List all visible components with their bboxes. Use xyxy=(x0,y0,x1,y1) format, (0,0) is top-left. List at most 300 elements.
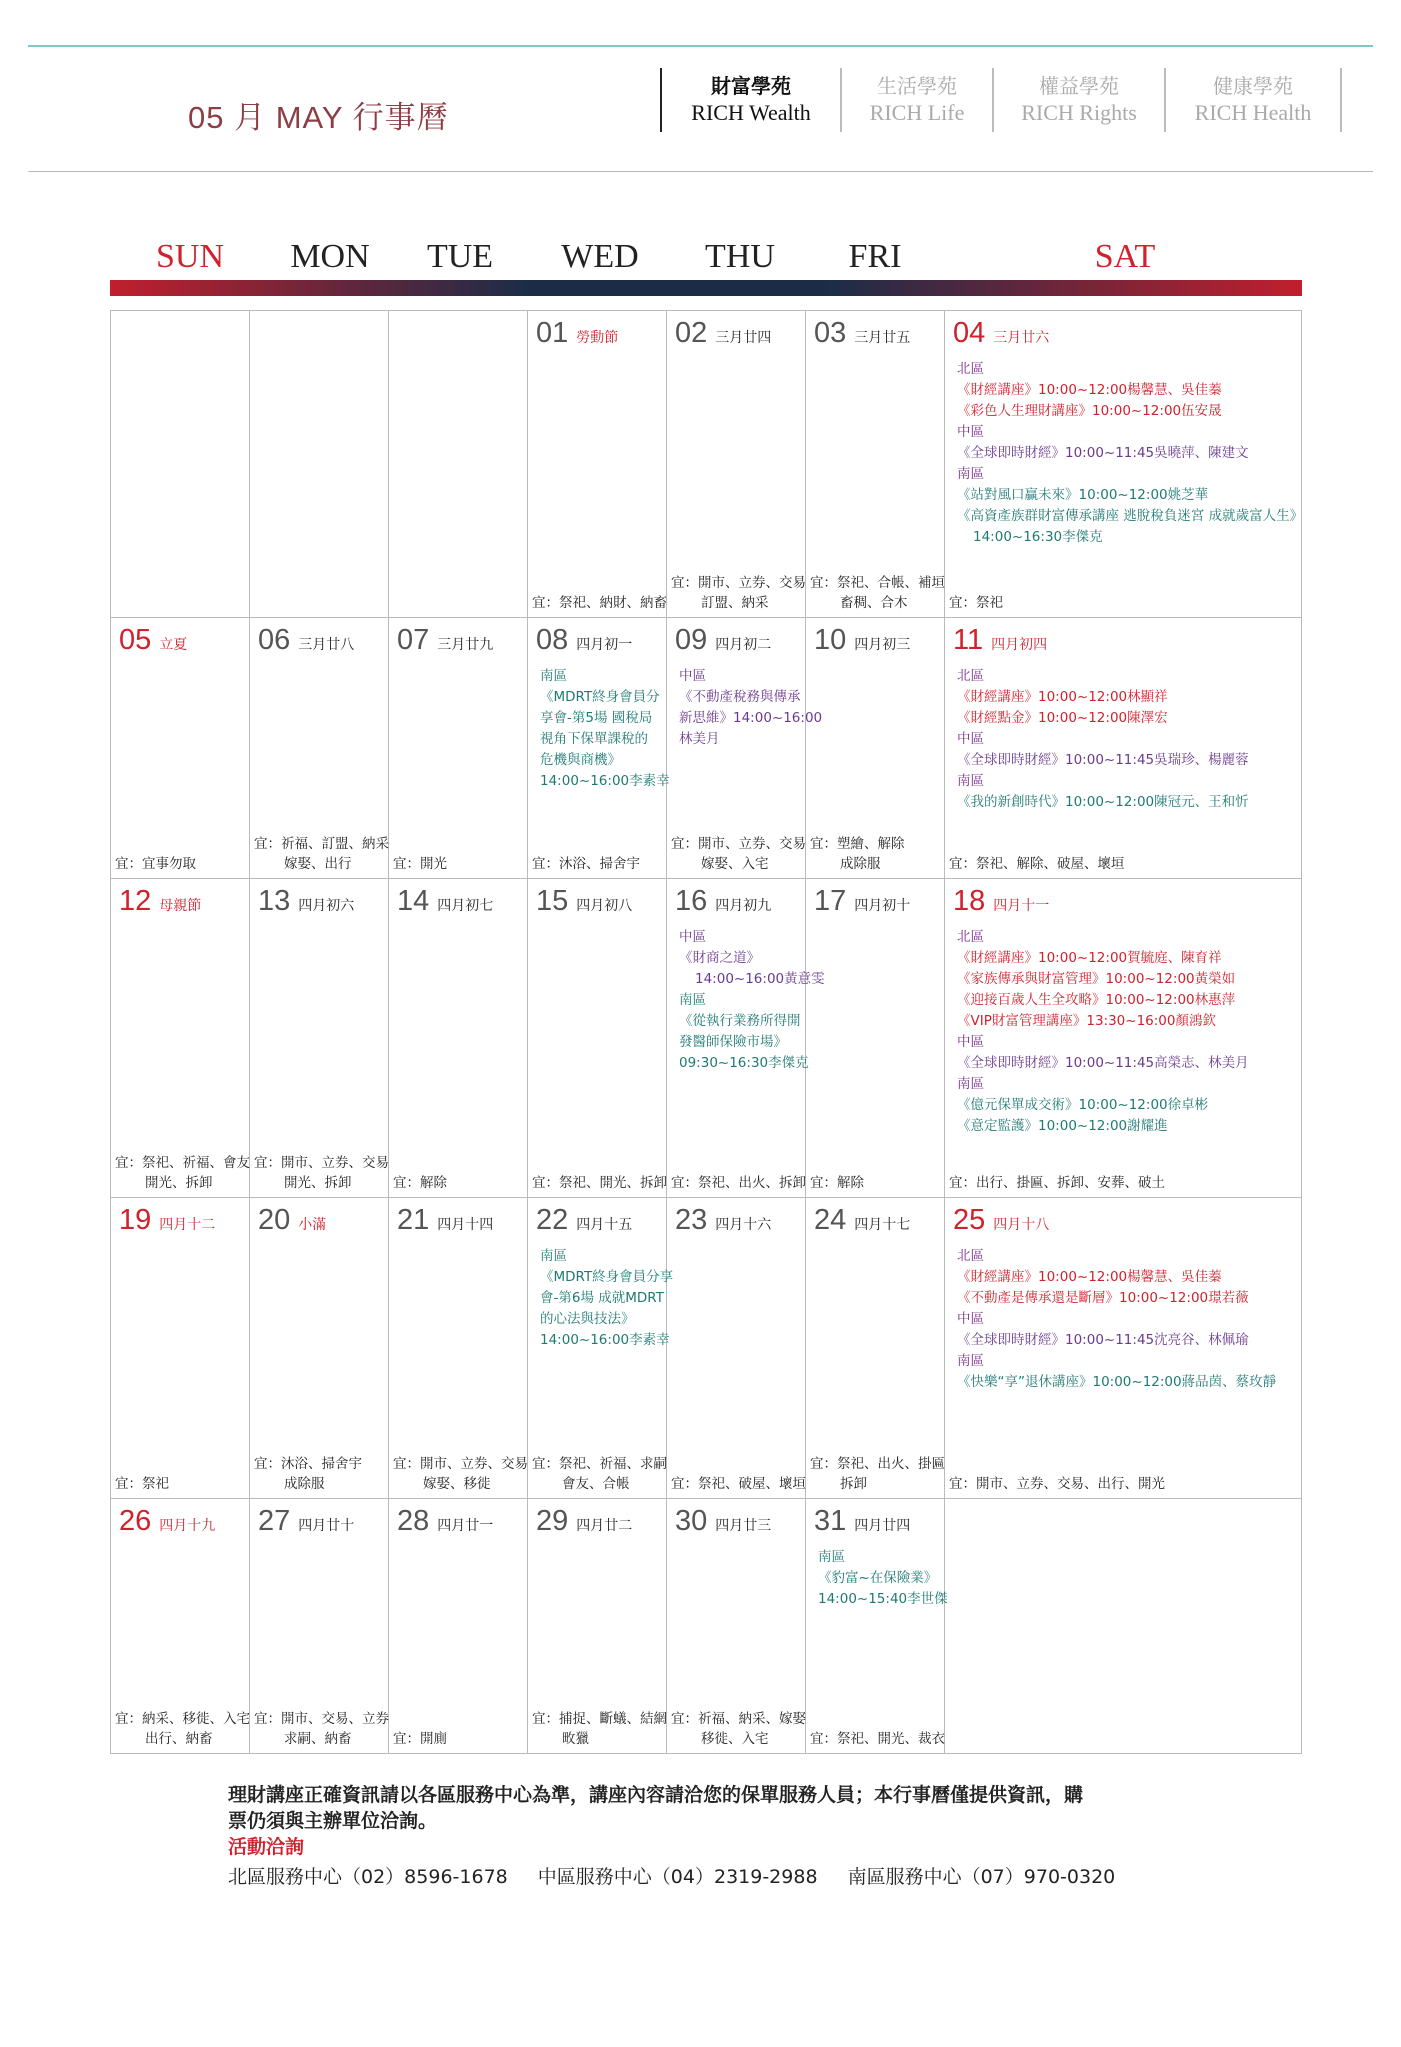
weekday-sun: SUN xyxy=(155,238,225,275)
day-cell[interactable] xyxy=(111,1499,250,1753)
lunar-date: 四月初七 xyxy=(437,898,494,914)
event-region-label: 北區 xyxy=(957,361,984,377)
almanac-line: 宜：祭祀、開光、裁衣 xyxy=(810,1731,945,1747)
calendar-week-row xyxy=(111,879,1301,1198)
day-number: 03 xyxy=(814,317,847,349)
almanac-line: 開光、拆卸 xyxy=(284,1175,352,1191)
empty-day-cell xyxy=(945,1499,1301,1753)
day-header xyxy=(536,1204,632,1237)
calendar-grid xyxy=(110,310,1302,1754)
event-item[interactable]: 南區 xyxy=(818,1549,845,1565)
event-item[interactable]: 《快樂“享”退休講座》10:00~12:00蔣品茵、蔡玫靜 xyxy=(957,1374,1277,1390)
almanac-yi xyxy=(115,1153,250,1193)
event-item[interactable]: 新思維》14:00~16:00 xyxy=(679,710,823,726)
almanac-line: 嫁娶、移徙 xyxy=(423,1476,491,1492)
tab-rich-life[interactable] xyxy=(840,68,992,132)
event-list xyxy=(540,666,670,792)
day-header xyxy=(397,624,493,657)
lunar-date: 四月十九 xyxy=(159,1518,216,1534)
event-item[interactable]: 14:00~16:00李素幸 xyxy=(540,1332,670,1348)
almanac-yi xyxy=(949,1173,1165,1193)
almanac-yi xyxy=(810,1729,945,1749)
day-number: 22 xyxy=(536,1204,569,1236)
day-header xyxy=(814,885,910,918)
almanac-line: 宜：祭祀、祈福、會友 xyxy=(115,1155,250,1171)
day-cell[interactable] xyxy=(528,879,667,1197)
day-header xyxy=(675,317,771,350)
almanac-line: 畋獵 xyxy=(562,1731,589,1747)
lunar-date: 勞動節 xyxy=(576,330,619,346)
day-number: 27 xyxy=(258,1505,291,1537)
almanac-line: 宜：祭祀、合帳、補垣 xyxy=(810,575,945,591)
almanac-line: 宜：開市、立券、交易 xyxy=(671,836,806,852)
almanac-line: 宜：開市、立券、交易 xyxy=(254,1155,389,1171)
day-number: 31 xyxy=(814,1505,847,1537)
day-cell[interactable] xyxy=(389,1198,528,1498)
event-item[interactable]: 《財商之道》 xyxy=(679,950,760,966)
disclaimer-line-1: 理財講座正確資訊請以各區服務中心為準，講座內容請洽您的保單服務人員；本行事曆僅提供資訊，購 xyxy=(228,1784,1084,1806)
almanac-line: 宜：祭祀 xyxy=(949,595,1003,611)
day-header xyxy=(119,624,187,657)
day-header xyxy=(119,1505,215,1538)
almanac-line: 宜：開市、立券、交易 xyxy=(393,1456,528,1472)
day-number: 10 xyxy=(814,624,847,656)
almanac-line: 拆卸 xyxy=(840,1476,867,1492)
day-cell[interactable] xyxy=(389,618,528,878)
event-item[interactable]: 南區 xyxy=(540,1248,567,1264)
lunar-date: 四月十二 xyxy=(159,1217,216,1233)
lunar-date: 四月初二 xyxy=(715,637,772,653)
event-item[interactable]: 《不動產是傳承還是斷層》10:00~12:00璟若薇 xyxy=(957,1290,1249,1306)
event-item[interactable]: 《豹富~在保險業》 xyxy=(818,1570,938,1586)
event-item[interactable]: 《不動產稅務與傳承 xyxy=(679,689,801,705)
day-number: 07 xyxy=(397,624,430,656)
almanac-yi xyxy=(949,593,1003,613)
event-item[interactable]: 《MDRT終身會員分享 xyxy=(540,1269,674,1285)
almanac-line: 宜：捕捉、斷蟻、結網 xyxy=(532,1711,667,1727)
event-item[interactable]: 14:00~16:30李傑克 xyxy=(973,529,1103,545)
almanac-line: 出行、納畜 xyxy=(145,1731,213,1747)
almanac-yi xyxy=(393,1729,447,1749)
weekday-header xyxy=(110,238,1302,282)
event-item[interactable]: 《MDRT終身會員分 xyxy=(540,689,660,705)
event-region-label: 北區 xyxy=(957,929,984,945)
tab-label-en: RICH Rights xyxy=(1021,100,1137,125)
day-cell[interactable] xyxy=(945,879,1301,1197)
day-number: 25 xyxy=(953,1204,986,1236)
event-item[interactable]: 14:00~15:40李世傑 xyxy=(818,1591,948,1607)
day-header xyxy=(675,624,771,657)
event-item[interactable]: 享會-第5場 國稅局 xyxy=(540,710,653,726)
day-number: 24 xyxy=(814,1204,847,1236)
almanac-yi xyxy=(671,1173,806,1193)
day-cell[interactable] xyxy=(250,1198,389,1498)
lunar-date: 四月廿一 xyxy=(437,1518,494,1534)
tab-rich-health[interactable] xyxy=(1164,68,1342,132)
day-number: 15 xyxy=(536,885,569,917)
day-cell[interactable] xyxy=(667,1499,806,1753)
day-cell[interactable] xyxy=(111,1198,250,1498)
tab-label-en: RICH Life xyxy=(869,100,965,125)
event-item[interactable]: 中區 xyxy=(679,668,706,684)
day-cell[interactable] xyxy=(250,1499,389,1753)
calendar-week-row xyxy=(111,1198,1301,1499)
tab-label-en: RICH Wealth xyxy=(691,100,811,125)
tab-label-en: RICH Health xyxy=(1194,100,1312,125)
day-cell[interactable] xyxy=(806,1198,945,1498)
day-number: 01 xyxy=(536,317,569,349)
day-cell[interactable] xyxy=(528,1198,674,1498)
day-number: 11 xyxy=(953,624,984,656)
day-header xyxy=(258,885,354,918)
day-header xyxy=(536,1505,632,1538)
day-cell[interactable] xyxy=(250,879,389,1197)
lunar-date: 四月初一 xyxy=(576,637,633,653)
disclaimer-line-2: 票仍須與主辦單位洽詢。 xyxy=(228,1810,438,1832)
contact-central: 中區服務中心（04）2319-2988 xyxy=(537,1866,818,1888)
event-item[interactable]: 危機與商機》 xyxy=(540,752,621,768)
day-cell[interactable] xyxy=(111,618,250,878)
day-number: 16 xyxy=(675,885,708,917)
event-item[interactable]: 南區 xyxy=(540,668,567,684)
almanac-yi xyxy=(671,834,806,874)
event-item[interactable]: 《全球即時財經》10:00~11:45吳瑞珍、楊麗蓉 xyxy=(957,752,1249,768)
calendar-week-row xyxy=(111,1499,1301,1753)
day-header xyxy=(814,1204,910,1237)
day-header xyxy=(953,317,1049,350)
lunar-date: 四月初六 xyxy=(298,898,355,914)
lunar-date: 三月廿九 xyxy=(437,637,494,653)
event-item[interactable]: 《VIP財富管理講座》13:30~16:00顏鴻欽 xyxy=(957,1013,1216,1029)
day-number: 29 xyxy=(536,1505,569,1537)
day-header xyxy=(953,885,1049,918)
contact-list xyxy=(228,1860,1188,1894)
contact-north: 北區服務中心（02）8596-1678 xyxy=(228,1866,508,1888)
almanac-yi xyxy=(810,1173,864,1193)
weekday-tue: TUE xyxy=(426,238,494,275)
event-region-label: 南區 xyxy=(957,1076,984,1092)
event-region-label: 中區 xyxy=(957,1034,984,1050)
lunar-date: 四月十六 xyxy=(715,1217,772,1233)
day-number: 05 xyxy=(119,624,152,656)
event-item[interactable]: 林美月 xyxy=(679,731,720,747)
lunar-date: 三月廿六 xyxy=(993,330,1050,346)
lunar-date: 母親節 xyxy=(159,898,202,914)
weekday-thu: THU xyxy=(705,238,775,275)
event-item[interactable]: 《意定監護》10:00~12:00謝耀進 xyxy=(957,1118,1168,1134)
day-header xyxy=(536,317,618,350)
almanac-line: 訂盟、納采 xyxy=(701,595,769,611)
almanac-line: 宜：沐浴、掃舍宇 xyxy=(254,1456,362,1472)
day-header xyxy=(397,1505,493,1538)
day-header xyxy=(397,885,493,918)
lunar-date: 三月廿八 xyxy=(298,637,355,653)
almanac-line: 嫁娶、出行 xyxy=(284,856,352,872)
event-region-label: 南區 xyxy=(957,466,984,482)
event-item[interactable]: 《財經講座》10:00~12:00賀毓庭、陳育祥 xyxy=(957,950,1222,966)
day-header xyxy=(675,1204,771,1237)
event-list xyxy=(818,1547,948,1610)
event-item[interactable]: 《從執行業務所得開 xyxy=(679,1013,801,1029)
tab-rich-rights[interactable] xyxy=(992,68,1164,132)
day-number: 18 xyxy=(953,885,986,917)
event-item[interactable]: 《站對風口贏未來》10:00~12:00姚芝華 xyxy=(957,487,1209,503)
almanac-yi xyxy=(810,1454,945,1494)
event-item[interactable]: 14:00~16:00黃意雯 xyxy=(695,971,825,987)
event-item[interactable]: 《我的新創時代》10:00~12:00陳冠元、王和忻 xyxy=(957,794,1249,810)
day-number: 02 xyxy=(675,317,708,349)
lunar-date: 四月十五 xyxy=(576,1217,633,1233)
weekday-gradient-bar xyxy=(110,280,1302,296)
empty-day-cell xyxy=(389,311,528,617)
lunar-date: 四月初四 xyxy=(991,637,1048,653)
day-header xyxy=(258,1204,326,1237)
tab-label-zh: 生活學苑 xyxy=(877,74,957,98)
almanac-line: 宜：祭祀、破屋、壞垣 xyxy=(671,1476,806,1492)
day-cell[interactable] xyxy=(389,879,528,1197)
tab-rich-wealth[interactable] xyxy=(660,68,840,132)
event-item[interactable]: 中區 xyxy=(679,929,706,945)
event-item[interactable]: 發醫師保險市場》 xyxy=(679,1034,787,1050)
day-cell[interactable] xyxy=(806,618,945,878)
almanac-yi xyxy=(949,1474,1165,1494)
almanac-yi xyxy=(810,834,905,874)
lunar-date: 三月廿四 xyxy=(715,330,772,346)
lunar-date: 四月廿二 xyxy=(576,1518,633,1534)
day-header xyxy=(119,885,201,918)
day-number: 20 xyxy=(258,1204,291,1236)
event-item[interactable]: 《全球即時財經》10:00~11:45吳曉萍、陳建文 xyxy=(957,445,1249,461)
event-item[interactable]: 《財經點金》10:00~12:00陳澤宏 xyxy=(957,710,1168,726)
day-header xyxy=(814,1505,910,1538)
almanac-line: 宜：解除 xyxy=(810,1175,864,1191)
day-number: 12 xyxy=(119,885,152,917)
almanac-line: 成除服 xyxy=(840,856,881,872)
lunar-date: 四月初八 xyxy=(576,898,633,914)
almanac-line: 宜：祭祀、出火、拆卸 xyxy=(671,1175,806,1191)
lunar-date: 四月十八 xyxy=(993,1217,1050,1233)
day-cell[interactable] xyxy=(806,311,945,617)
section-tabs xyxy=(660,68,1342,132)
almanac-line: 宜：祭祀 xyxy=(115,1476,169,1492)
almanac-yi xyxy=(532,1173,667,1193)
day-header xyxy=(953,624,1047,657)
day-number: 13 xyxy=(258,885,291,917)
event-item[interactable]: 《財經講座》10:00~12:00楊馨慧、吳佳蓁 xyxy=(957,382,1222,398)
almanac-line: 求嗣、納畜 xyxy=(284,1731,352,1747)
event-region-label: 中區 xyxy=(957,424,984,440)
day-cell[interactable] xyxy=(806,1499,948,1753)
day-header xyxy=(814,624,910,657)
almanac-line: 宜：宜事勿取 xyxy=(115,856,196,872)
day-header xyxy=(397,1204,493,1237)
weekday-sat: SAT xyxy=(1094,238,1156,275)
lunar-date: 四月初九 xyxy=(715,898,772,914)
event-list xyxy=(679,927,825,1074)
event-list xyxy=(957,666,1249,813)
event-list xyxy=(540,1246,673,1351)
almanac-line: 宜：祭祀、開光、拆卸 xyxy=(532,1175,667,1191)
day-cell[interactable] xyxy=(945,1198,1301,1498)
almanac-line: 嫁娶、入宅 xyxy=(701,856,769,872)
almanac-line: 宜：沐浴、掃舍宇 xyxy=(532,856,640,872)
event-item[interactable]: 《家族傳承與財富管理》10:00~12:00黃榮如 xyxy=(957,971,1236,987)
lunar-date: 四月廿三 xyxy=(715,1518,772,1534)
event-item[interactable]: 《高資產族群財富傳承講座 逃脫稅負迷宮 成就歲富人生》 xyxy=(957,508,1304,524)
almanac-yi xyxy=(532,854,640,874)
almanac-line: 開光、拆卸 xyxy=(145,1175,213,1191)
day-cell[interactable] xyxy=(667,618,823,878)
almanac-yi xyxy=(393,854,447,874)
day-number: 09 xyxy=(675,624,708,656)
day-cell[interactable] xyxy=(528,618,670,878)
event-item[interactable]: 《彩色人生理財講座》10:00~12:00伍安晟 xyxy=(957,403,1222,419)
footer xyxy=(228,1782,1188,1894)
almanac-line: 宜：解除 xyxy=(393,1175,447,1191)
event-region-label: 北區 xyxy=(957,668,984,684)
event-item[interactable]: 《全球即時財經》10:00~11:45高榮志、林美月 xyxy=(957,1055,1249,1071)
event-item[interactable]: 14:00~16:00李素幸 xyxy=(540,773,670,789)
event-item[interactable]: 《億元保單成交術》10:00~12:00徐卓彬 xyxy=(957,1097,1209,1113)
day-number: 14 xyxy=(397,885,430,917)
day-cell[interactable] xyxy=(528,311,667,617)
day-cell[interactable] xyxy=(945,618,1301,878)
day-cell[interactable] xyxy=(111,879,250,1197)
almanac-yi xyxy=(254,1454,362,1494)
almanac-yi xyxy=(254,1709,389,1749)
event-item[interactable]: 視角下保單課稅的 xyxy=(540,731,648,747)
lunar-date: 三月廿五 xyxy=(854,330,911,346)
almanac-line: 宜：祭祀、解除、破屋、壞垣 xyxy=(949,856,1125,872)
day-cell[interactable] xyxy=(389,1499,528,1753)
day-header xyxy=(258,624,354,657)
day-header xyxy=(536,885,632,918)
event-region-label: 南區 xyxy=(957,773,984,789)
almanac-line: 宜：祈福、訂盟、納采 xyxy=(254,836,389,852)
day-header xyxy=(258,1505,354,1538)
lunar-date: 立夏 xyxy=(159,637,188,653)
day-cell[interactable] xyxy=(945,311,1304,617)
lunar-date: 四月十一 xyxy=(993,898,1050,914)
almanac-line: 宜：祭祀、納財、納畜 xyxy=(532,595,667,611)
event-region-label: 中區 xyxy=(957,731,984,747)
day-number: 28 xyxy=(397,1505,430,1537)
event-item[interactable]: 南區 xyxy=(679,992,706,1008)
almanac-yi xyxy=(254,1153,389,1193)
day-cell[interactable] xyxy=(667,1198,806,1498)
almanac-yi xyxy=(810,573,945,613)
page-title: 05 月 MAY 行事曆 xyxy=(188,100,449,135)
tab-label-zh: 健康學苑 xyxy=(1213,74,1293,98)
lunar-date: 四月十四 xyxy=(437,1217,494,1233)
day-header xyxy=(814,317,910,350)
almanac-yi xyxy=(393,1173,447,1193)
empty-day-cell xyxy=(250,311,389,617)
day-cell[interactable] xyxy=(667,311,806,617)
almanac-line: 宜：開市、立券、交易 xyxy=(671,575,806,591)
contact-title: 活動洽詢 xyxy=(228,1836,305,1858)
event-list xyxy=(679,666,822,750)
almanac-yi xyxy=(115,1474,169,1494)
event-item[interactable]: 09:30~16:30李傑克 xyxy=(679,1055,809,1071)
almanac-line: 畜稠、合木 xyxy=(840,595,908,611)
day-number: 04 xyxy=(953,317,986,349)
almanac-line: 宜：祭祀、出火、掛匾 xyxy=(810,1456,945,1472)
lunar-date: 小滿 xyxy=(298,1217,327,1233)
tab-label-zh: 財富學苑 xyxy=(711,74,791,98)
day-header xyxy=(675,1505,771,1538)
day-cell[interactable] xyxy=(667,879,825,1197)
almanac-line: 宜：祈福、納采、嫁娶 xyxy=(671,1711,806,1727)
almanac-yi xyxy=(115,1709,250,1749)
event-item[interactable]: 《財經講座》10:00~12:00楊馨慧、吳佳蓁 xyxy=(957,1269,1222,1285)
almanac-yi xyxy=(949,854,1125,874)
event-region-label: 南區 xyxy=(957,1353,984,1369)
contact-south: 南區服務中心（07）970-0320 xyxy=(847,1866,1116,1888)
day-number: 06 xyxy=(258,624,291,656)
lunar-date: 四月廿十 xyxy=(298,1518,355,1534)
event-item[interactable]: 《全球即時財經》10:00~11:45沈亮谷、林佩瑜 xyxy=(957,1332,1249,1348)
event-list xyxy=(957,359,1303,548)
day-cell[interactable] xyxy=(806,879,945,1197)
almanac-yi xyxy=(254,834,389,874)
lunar-date: 四月初十 xyxy=(854,898,911,914)
almanac-line: 成除服 xyxy=(284,1476,325,1492)
almanac-yi xyxy=(532,593,667,613)
almanac-yi xyxy=(115,854,196,874)
calendar-week-row xyxy=(111,311,1304,618)
tab-label-zh: 權益學苑 xyxy=(1039,74,1119,98)
almanac-line: 宜：開市、立券、交易、出行、開光 xyxy=(949,1476,1165,1492)
lunar-date: 四月廿四 xyxy=(854,1518,911,1534)
day-number: 19 xyxy=(119,1204,152,1236)
day-number: 21 xyxy=(397,1204,430,1236)
almanac-line: 宜：開市、交易、立券 xyxy=(254,1711,389,1727)
calendar-week-row xyxy=(111,618,1301,879)
day-header xyxy=(536,624,632,657)
event-region-label: 北區 xyxy=(957,1248,984,1264)
almanac-yi xyxy=(671,1474,806,1494)
weekday-fri: FRI xyxy=(848,238,902,275)
almanac-yi xyxy=(532,1709,667,1749)
almanac-line: 宜：開光 xyxy=(393,856,447,872)
day-number: 26 xyxy=(119,1505,152,1537)
header-divider xyxy=(28,171,1373,172)
weekday-wed: WED xyxy=(561,238,639,275)
event-region-label: 中區 xyxy=(957,1311,984,1327)
day-cell[interactable] xyxy=(250,618,389,878)
lunar-date: 四月初三 xyxy=(854,637,911,653)
day-header xyxy=(119,1204,215,1237)
almanac-line: 宜：開廁 xyxy=(393,1731,447,1747)
event-item[interactable]: 會-第6場 成就MDRT xyxy=(540,1290,664,1306)
lunar-date: 四月十七 xyxy=(854,1217,911,1233)
day-number: 30 xyxy=(675,1505,708,1537)
day-header xyxy=(953,1204,1049,1237)
almanac-line: 宜：出行、掛匾、拆卸、安葬、破土 xyxy=(949,1175,1165,1191)
weekday-mon: MON xyxy=(290,238,370,275)
event-item[interactable]: 《財經講座》10:00~12:00林顯祥 xyxy=(957,689,1168,705)
day-number: 23 xyxy=(675,1204,708,1236)
day-cell[interactable] xyxy=(528,1499,667,1753)
event-item[interactable]: 《迎接百歲人生全攻略》10:00~12:00林惠萍 xyxy=(957,992,1236,1008)
almanac-line: 宜：塑繪、解除 xyxy=(810,836,905,852)
top-rule xyxy=(28,45,1373,47)
event-item[interactable]: 的心法與技法》 xyxy=(540,1311,635,1327)
event-list xyxy=(957,1246,1276,1393)
almanac-line: 宜：祭祀、祈福、求嗣 xyxy=(532,1456,667,1472)
empty-day-cell xyxy=(111,311,250,617)
